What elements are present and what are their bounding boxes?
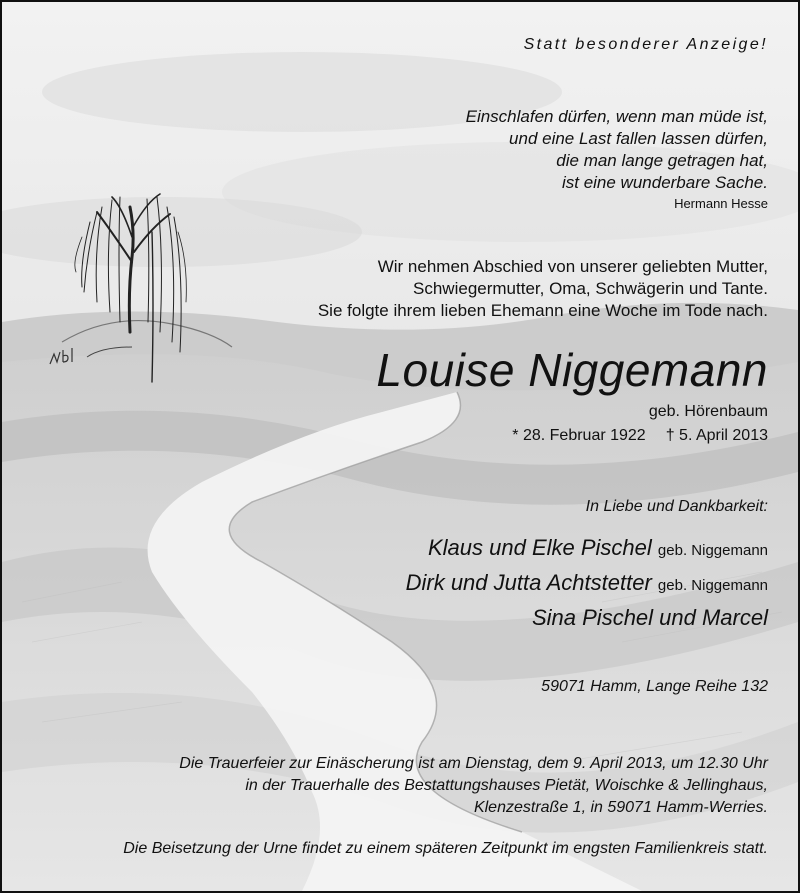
farewell-block [318,256,768,322]
mourner-entry [406,602,768,634]
maiden-name: geb. Hörenbaum [648,403,768,420]
farewell-line: Wir nehmen Abschied von unserer geliebten Mutter, [377,257,768,276]
mourner-names: Sina Pischel und Marcel [531,605,768,630]
farewell-line: Sie folgte ihrem lieben Ehemann eine Woche im Tode nach. [317,301,768,320]
life-dates-block [512,400,768,448]
poem-line: Einschlafen dürfen, wenn man müde ist, [465,107,768,126]
burial-note: Die Beisetzung der Urne findet zu einem späteren Zeitpunkt im engsten Familienkreis statt. [123,840,768,857]
poem-line: ist eine wunderbare Sache. [561,173,768,192]
mourner-note: geb. Niggemann [657,542,768,559]
farewell-line: Schwiegermutter, Oma, Schwägerin und Tante. [413,279,768,298]
ceremony-line: in der Trauerhalle des Bestattungshauses Pietät, Woischke & Jellinghaus, [245,777,768,794]
mourner-names: Dirk und Jutta Achtstetter [405,570,652,595]
birth-date: * 28. Februar 1922 [512,427,646,444]
notice-line: Statt besonderer Anzeige! [523,36,768,53]
poem-line: die man lange getragen hat, [556,151,768,170]
mourners-intro: In Liebe und Dankbarkeit: [585,498,768,515]
mourners-list [406,532,768,634]
deceased-name: Louise Niggemann [376,344,768,396]
ceremony-block [179,753,768,819]
family-address: 59071 Hamm, Lange Reihe 132 [541,678,768,695]
ceremony-line: Klenzestraße 1, in 59071 Hamm-Werries. [473,799,768,816]
ceremony-line: Die Trauerfeier zur Einäscherung ist am Dienstag, dem 9. April 2013, um 12.30 Uhr [179,755,768,772]
mourner-entry [406,532,768,567]
mourner-names: Klaus und Elke Pischel [428,535,652,560]
mourner-entry [406,567,768,602]
poem-block [466,106,768,214]
poem-author: Hermann Hesse [674,196,768,211]
mourner-note: geb. Niggemann [657,577,768,594]
poem-line: und eine Last fallen lassen dürfen, [509,129,768,148]
death-date: † 5. April 2013 [665,427,768,444]
